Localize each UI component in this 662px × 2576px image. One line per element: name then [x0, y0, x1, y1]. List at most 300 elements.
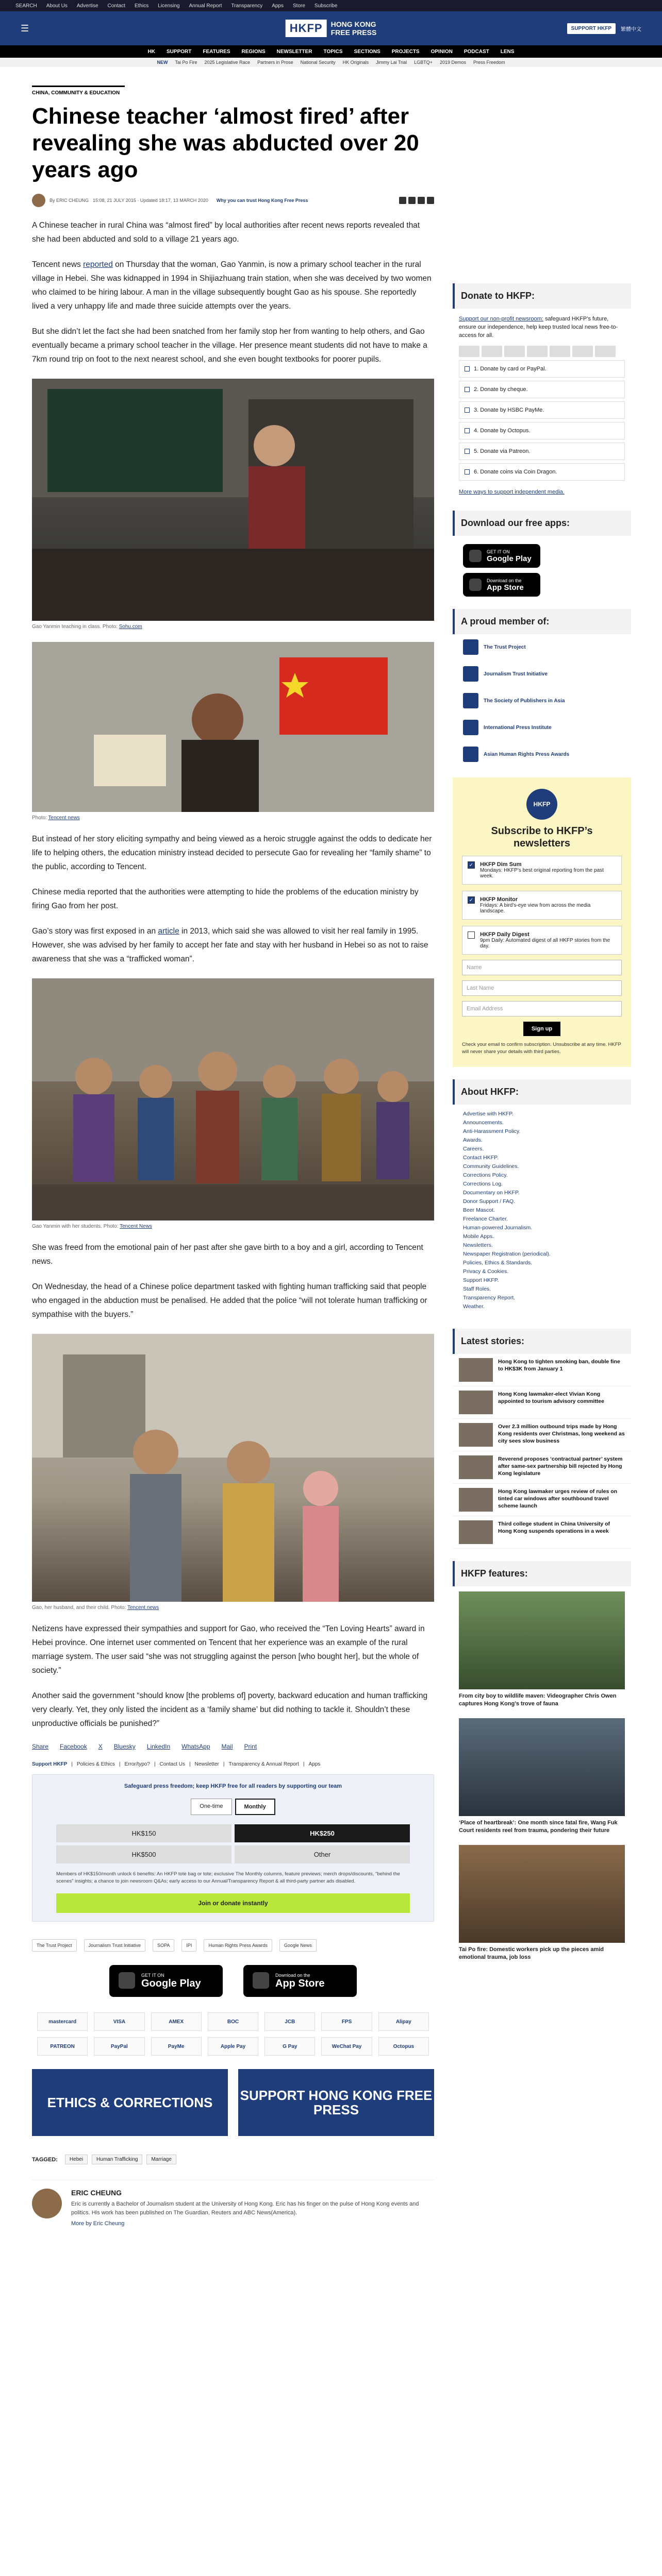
- feature-image: [459, 1845, 625, 1943]
- payment-methods: [32, 2012, 434, 2056]
- trending-link[interactable]: National Security: [300, 60, 336, 65]
- nav-item[interactable]: SUPPORT: [167, 48, 192, 55]
- about-link[interactable]: Policies, Ethics & Standards.: [463, 1260, 533, 1266]
- payme-icon: [572, 346, 593, 357]
- article-paragraph: Chinese media reported that the authorities were attempting to hide the problems of the education ministry by firing Gao from her post.: [32, 888, 419, 910]
- payment-method: AMEX: [151, 2012, 202, 2031]
- feature-story[interactable]: [453, 1713, 631, 1840]
- as-small: Download on the: [275, 1972, 310, 1978]
- org-logo-icon: [463, 693, 478, 708]
- about-link[interactable]: Contact HKFP.: [463, 1155, 499, 1161]
- option-label: 2. Donate by cheque.: [474, 386, 528, 393]
- about-link[interactable]: Awards.: [463, 1137, 483, 1143]
- facebook-icon[interactable]: [399, 197, 406, 204]
- trending-bar: [0, 58, 662, 67]
- topbar-link[interactable]: Contact: [107, 3, 125, 9]
- org-name: Journalism Trust Initiative: [484, 671, 548, 677]
- article-paragraph: But instead of her story eliciting sympathy and being viewed as a heroic struggle against the odds to dedicate her life to helping others, the education ministry instead decided to persecute Gao for revealing her “family shame” to the public, according to Tencent.: [32, 835, 432, 871]
- about-link[interactable]: Weather.: [463, 1303, 485, 1310]
- donate-link[interactable]: Support our non-profit newsroom:: [459, 316, 543, 322]
- badge[interactable]: Google News: [279, 1939, 317, 1952]
- member-org[interactable]: [463, 666, 621, 682]
- donate-title: Donate to HKFP:: [453, 283, 631, 309]
- about-link[interactable]: Careers.: [463, 1146, 484, 1152]
- about-link[interactable]: Corrections Log.: [463, 1181, 503, 1187]
- payment-method: Alipay: [378, 2012, 429, 2031]
- app-store-button[interactable]: [463, 573, 540, 597]
- payment-method: VISA: [94, 2012, 144, 2031]
- text: Gao Yanmin teaching in class. Photo:: [32, 624, 119, 630]
- about-link[interactable]: Documentary on HKFP.: [463, 1190, 520, 1196]
- amount-option[interactable]: HK$150: [56, 1824, 231, 1842]
- topbar-link[interactable]: Subscribe: [314, 3, 338, 9]
- page-body: [0, 67, 662, 2576]
- support-hkfp-button[interactable]: SUPPORT HKFP: [567, 23, 616, 34]
- source-link[interactable]: Tencent News: [120, 1224, 152, 1229]
- nav-item[interactable]: LENS: [500, 48, 515, 55]
- octopus-icon: [595, 346, 616, 357]
- promo-banners: [32, 2069, 434, 2136]
- member-org[interactable]: [463, 693, 621, 708]
- tag[interactable]: Marriage: [146, 2155, 176, 2164]
- nav-item[interactable]: FEATURES: [203, 48, 230, 55]
- article-paragraph: She was freed from the emotional pain of her past after she gave birth to a boy and a girl, according to Tencent news.: [32, 1243, 423, 1266]
- donate-option[interactable]: [459, 422, 625, 439]
- payment-method: JCB: [264, 2012, 315, 2031]
- nav-item[interactable]: SECTIONS: [354, 48, 380, 55]
- email-input[interactable]: Email Address: [462, 1001, 622, 1016]
- photo-caption: [32, 1224, 434, 1229]
- whatsapp-icon[interactable]: [418, 197, 425, 204]
- org-name: International Press Institute: [484, 724, 552, 731]
- gp-large: Google Play: [487, 554, 532, 563]
- paypal-icon: [550, 346, 570, 357]
- tags-label: TAGGED:: [32, 2156, 58, 2163]
- photo-teaching: [32, 379, 434, 621]
- article-paragraph: Netizens have expressed their sympathies and support for Gao, who received the “Ten Loving Hearts” award in Hebei province. One internet user commented on Tencent that her experience was an example of the rural marriage system. The user said “she was not struggling against the person [who bought her], but the whole of society.”: [32, 1624, 425, 1675]
- gp-small: GET IT ON: [141, 1972, 164, 1978]
- photo-students-illustration: [32, 978, 434, 1221]
- article-link[interactable]: article: [158, 927, 179, 936]
- org-name: Asian Human Rights Press Awards: [484, 751, 570, 757]
- about-link[interactable]: Community Guidelines.: [463, 1163, 519, 1170]
- masthead-actions: [567, 23, 641, 34]
- badge[interactable]: IPI: [181, 1939, 196, 1952]
- share-linkedin[interactable]: LinkedIn: [146, 1743, 171, 1750]
- share-links: [32, 1743, 434, 1750]
- newsletter-signup: [453, 777, 631, 1067]
- logo-wordmark: [331, 20, 377, 37]
- payment-method: Octopus: [378, 2037, 429, 2056]
- share-mail[interactable]: Mail: [221, 1743, 233, 1750]
- donate-option[interactable]: [459, 463, 625, 481]
- features-title: HKFP features:: [453, 1561, 631, 1586]
- apps-title: Download our free apps:: [453, 511, 631, 536]
- google-play-icon: [469, 550, 482, 562]
- newsletter-option[interactable]: [462, 926, 622, 955]
- amount-option[interactable]: Other: [235, 1845, 410, 1863]
- newsletter-note: Check your email to confirm subscription. Unsubscribe at any time. HKFP will never share your details with third parties.: [462, 1042, 621, 1055]
- feature-title: ‘Place of heartbreak’: One month since fatal fire, Wang Fuk Court residents reel from trauma, pondering their future: [459, 1820, 618, 1834]
- sidebar: [453, 283, 631, 1967]
- gp-small: GET IT ON: [487, 549, 510, 554]
- option-bullet-icon: [465, 408, 470, 413]
- share-facebook[interactable]: Facebook: [60, 1743, 87, 1750]
- photo-caption: [32, 1605, 434, 1611]
- about-link[interactable]: Support HKFP.: [463, 1277, 499, 1283]
- trending-link[interactable]: Tai Po Fire: [175, 60, 197, 65]
- about-link[interactable]: Beer Mascot.: [463, 1207, 495, 1213]
- badge[interactable]: Human Rights Press Awards: [204, 1939, 272, 1952]
- donation-headline: Safeguard press freedom; keep HKFP free for all readers by supporting our team: [124, 1783, 342, 1789]
- google-play-button[interactable]: [463, 544, 540, 568]
- support-links: Support HKFP | Policies & Ethics | Error/typo? | Contact Us | Newsletter | Transparency & Annual Report | Apps: [32, 1761, 321, 1767]
- option-bullet-icon: [465, 449, 470, 454]
- nav-item[interactable]: PODCAST: [464, 48, 489, 55]
- payment-method: BOC: [208, 2012, 258, 2031]
- share-icons: [399, 197, 434, 204]
- article-paragraph: Another said the government “should know [the problems of] poverty, backward education and human trafficking very clearly. Yet, they only listed the incident as a ‘family shame’ but did nothing to tackle it. Shouldn’t these unproductive officials be punished?”: [32, 1691, 428, 1728]
- name-input[interactable]: Name: [462, 960, 622, 975]
- about-link[interactable]: Staff Roles.: [463, 1286, 491, 1292]
- topbar-link[interactable]: Transparency: [231, 3, 263, 9]
- option-label: 5. Donate via Patreon.: [474, 448, 531, 454]
- trending-link[interactable]: HK Originals: [342, 60, 369, 65]
- gp-large: Google Play: [141, 1977, 201, 1989]
- tags: [32, 2155, 434, 2164]
- trending-link[interactable]: LGBTQ+: [414, 60, 433, 65]
- option-label: 6. Donate coins via Coin Dragon.: [474, 469, 557, 475]
- card-logos: [453, 346, 631, 357]
- sign-up-button[interactable]: Sign up: [523, 1022, 560, 1036]
- error-link[interactable]: Error/typo?: [124, 1761, 150, 1767]
- story-title: Hong Kong lawmaker urges review of rules on tinted car windows after southbound travel scheme launch: [498, 1488, 618, 1509]
- photo-flag: [32, 642, 434, 812]
- utility-bar: [0, 0, 662, 11]
- more-ways-link[interactable]: More ways to support independent media.: [459, 489, 565, 495]
- photo-students: [32, 978, 434, 1221]
- one-time-option[interactable]: One-time: [191, 1799, 231, 1815]
- story-thumbnail: [459, 1520, 493, 1544]
- option-desc: Mondays: HKFP’s best original reporting from the past week.: [480, 868, 604, 879]
- source-link[interactable]: Tencent news: [48, 815, 80, 821]
- latest-story[interactable]: [453, 1516, 631, 1549]
- language-switch[interactable]: 繁體中文: [621, 26, 641, 32]
- about-link[interactable]: Corrections Policy.: [463, 1172, 508, 1178]
- topbar-link[interactable]: Licensing: [158, 3, 180, 9]
- mastercard-icon: [459, 346, 479, 357]
- option-label: 4. Donate by Octopus.: [474, 428, 531, 434]
- donation-widget: [32, 1774, 434, 1922]
- publish-date: 15:08, 21 JULY 2015 · Updated 18:17, 13 MARCH 2020: [93, 198, 208, 203]
- nav-item[interactable]: REGIONS: [241, 48, 266, 55]
- nav-item[interactable]: HK: [147, 48, 156, 55]
- nav-item[interactable]: OPINION: [431, 48, 453, 55]
- newsletter-link[interactable]: Newsletter: [194, 1761, 219, 1767]
- option-name: HKFP Daily Digest: [480, 931, 529, 938]
- sidebar-app-buttons: [453, 536, 631, 597]
- logo-line-1: HONG KONG: [330, 20, 376, 28]
- topbar-link[interactable]: Advertise: [76, 3, 98, 9]
- latest-list: [453, 1354, 631, 1549]
- badge[interactable]: SOPA: [153, 1939, 174, 1952]
- option-text: [480, 896, 616, 914]
- newsletter-option[interactable]: [462, 856, 622, 885]
- trending-link[interactable]: Jimmy Lai Trial: [376, 60, 407, 65]
- option-desc: 9pm Daily: Automated digest of all HKFP stories from the day.: [480, 938, 610, 949]
- about-link[interactable]: Transparency Report.: [463, 1295, 516, 1301]
- member-org[interactable]: [463, 720, 621, 735]
- author-avatar: [32, 194, 45, 207]
- article-paragraph: A Chinese teacher in rural China was “almost fired” by local authorities after recent news reports revealed that she had been abducted and sold to a village 21 years ago.: [32, 221, 420, 244]
- nav-item[interactable]: NEWSLETTER: [276, 48, 312, 55]
- option-text: [480, 861, 616, 879]
- topbar-link[interactable]: Ethics: [134, 3, 149, 9]
- tag[interactable]: Hebei: [65, 2155, 88, 2164]
- amex-icon: [504, 346, 525, 357]
- about-link[interactable]: Privacy & Cookies.: [463, 1268, 509, 1275]
- option-label: 1. Donate by card or PayPal.: [474, 366, 547, 372]
- about-link[interactable]: Announcements.: [463, 1120, 504, 1126]
- checkbox-checked[interactable]: ✓: [468, 896, 475, 904]
- option-name: HKFP Dim Sum: [480, 861, 522, 868]
- as-large: App Store: [275, 1977, 325, 1989]
- org-name: The Trust Project: [484, 644, 526, 650]
- nav-item[interactable]: TOPICS: [323, 48, 343, 55]
- latest-story[interactable]: [453, 1386, 631, 1419]
- text: Gao Yanmin with her students. Photo:: [32, 1224, 120, 1229]
- byline: [32, 194, 434, 207]
- checkbox-checked[interactable]: ✓: [468, 861, 475, 869]
- author-box: [32, 2180, 434, 2227]
- feature-image: [459, 1591, 625, 1689]
- text: on Thursday that the woman, Gao Yanmin, is now a primary school teacher in the rural village in Hebei. She was kidnapped in 1994 in Shijiazhuang train station, when she was deceived by two women who claimed to be hiring labour. A man in the village subsequently bought Gao as his spouse. She reportedly lived a very unhappy life and made three suicide attempts over the years.: [32, 260, 432, 311]
- amount-option[interactable]: HK$500: [56, 1845, 231, 1863]
- story-title: Hong Kong to tighten smoking ban, double fine to HK$3K from January 1: [498, 1359, 620, 1372]
- option-bullet-icon: [465, 469, 470, 474]
- latest-story[interactable]: [453, 1451, 631, 1484]
- org-logo-icon: [463, 720, 478, 735]
- option-name: HKFP Monitor: [480, 896, 518, 903]
- google-play-icon: [119, 1972, 135, 1989]
- feature-title: Tai Po fire: Domestic workers pick up the pieces amid emotional trauma, job loss: [459, 1946, 604, 1960]
- mail-icon[interactable]: [427, 197, 434, 204]
- contact-link[interactable]: Contact Us: [159, 1761, 186, 1767]
- text: Gao’s story was first exposed in an: [32, 927, 158, 936]
- about-link[interactable]: Freelance Charter.: [463, 1216, 508, 1222]
- frequency-toggle: [41, 1799, 425, 1815]
- about-title: About HKFP:: [453, 1079, 631, 1105]
- donate-option[interactable]: [459, 401, 625, 419]
- feature-image: [459, 1718, 625, 1816]
- transparency-link[interactable]: Transparency & Annual Report: [228, 1761, 299, 1767]
- about-link[interactable]: Anti-Harassment Policy.: [463, 1128, 521, 1134]
- about-list: [453, 1105, 631, 1316]
- org-name: The Society of Publishers in Asia: [484, 698, 565, 704]
- photo-flag-illustration: [32, 642, 434, 812]
- payment-method: Apple Pay: [208, 2037, 258, 2056]
- last-name-input[interactable]: Last Name: [462, 980, 622, 996]
- google-play-button[interactable]: [109, 1965, 223, 1997]
- nav-item[interactable]: PROJECTS: [391, 48, 420, 55]
- article-title: Chinese teacher ‘almost fired’ after revealing she was abducted over 20 years ago: [32, 104, 419, 182]
- x-icon[interactable]: [408, 197, 416, 204]
- jcb-icon: [527, 346, 548, 357]
- share-whatsapp[interactable]: WhatsApp: [181, 1743, 210, 1750]
- author-box-name[interactable]: ERIC CHEUNG: [71, 2189, 122, 2197]
- newsletter-option[interactable]: [462, 891, 622, 920]
- feature-story[interactable]: [453, 1586, 631, 1713]
- topbar-link[interactable]: SEARCH: [15, 3, 37, 9]
- text: safeguard HKFP’s future, ensure our independence, help keep trusted local news free-to-access for all.: [459, 316, 618, 338]
- about-link[interactable]: Newspaper Registration (periodical).: [463, 1251, 551, 1257]
- amount-options: [56, 1824, 410, 1863]
- about-link[interactable]: Newsletters.: [463, 1242, 493, 1248]
- source-link[interactable]: Tencent news: [127, 1605, 159, 1611]
- topbar-link[interactable]: Apps: [272, 3, 284, 9]
- masthead: [0, 11, 662, 45]
- apple-icon: [253, 1972, 269, 1989]
- more-by-author-link[interactable]: More by Eric Cheung: [71, 2221, 125, 2227]
- trending-link[interactable]: Partners in Prose: [257, 60, 293, 65]
- payment-method: PayPal: [94, 2037, 144, 2056]
- trending-link[interactable]: Press Freedom: [473, 60, 505, 65]
- newsletter-title: Subscribe to HKFP’s newsletters: [491, 825, 593, 849]
- apps-link[interactable]: Apps: [308, 1761, 321, 1767]
- topbar-link[interactable]: About Us: [46, 3, 68, 9]
- latest-story[interactable]: [453, 1354, 631, 1386]
- story-thumbnail: [459, 1455, 493, 1479]
- story-thumbnail: [459, 1358, 493, 1382]
- story-title: Hong Kong lawmaker-elect Vivian Kong appointed to tourism advisory committee: [498, 1391, 604, 1404]
- article: [32, 86, 434, 2227]
- donate-option[interactable]: [459, 381, 625, 398]
- payment-method: FPS: [321, 2012, 372, 2031]
- latest-story[interactable]: [453, 1484, 631, 1516]
- text: in 2013, which said she was allowed to visit her real family in 1995. However, she was advised by her family to accept her fate and stay with her husband in Hebei so as not to raise awareness that she was a “trafficked woman”.: [32, 927, 428, 963]
- as-small: Download on the: [487, 578, 522, 583]
- payment-method: mastercard: [37, 2012, 88, 2031]
- story-title: Reverend proposes ‘contractual partner’ system after same-sex partnership bill rejected by Hong Kong legislature: [498, 1456, 623, 1477]
- article-paragraph: But she didn’t let the fact she had been snatched from her family stop her from wanting to help others, and Gao eventually became a primary school teacher in the village. Her presence meant students did not have to make a 7km round trip on foot to the next nearest school, and she even bought textbooks for poorer pupils.: [32, 327, 427, 364]
- text: Photo:: [32, 815, 48, 821]
- amount-option[interactable]: HK$250: [235, 1824, 410, 1842]
- author-info: [71, 2189, 434, 2227]
- payment-method: WeChat Pay: [321, 2037, 372, 2056]
- story-thumbnail: [459, 1391, 493, 1414]
- latest-story[interactable]: [453, 1419, 631, 1451]
- feature-title: From city boy to wildlife maven: Videographer Chris Owen captures Hong Kong’s trove of fauna: [459, 1693, 617, 1707]
- payment-method: G Pay: [264, 2037, 315, 2056]
- support-banner[interactable]: SUPPORT HONG KONG FREE PRESS: [238, 2069, 434, 2136]
- topbar-link[interactable]: Annual Report: [189, 3, 222, 9]
- badge[interactable]: Journalism Trust Initiative: [84, 1939, 146, 1952]
- author-avatar-large: [32, 2189, 62, 2218]
- new-label: NEW: [157, 60, 168, 65]
- logo-mark: HKFP: [286, 20, 327, 37]
- support-link[interactable]: Support HKFP: [32, 1761, 68, 1767]
- trending-link[interactable]: 2025 Legislative Race: [204, 60, 251, 65]
- org-logo-icon: [463, 666, 478, 682]
- story-thumbnail: [459, 1423, 493, 1447]
- member-badges: [32, 1939, 434, 1952]
- about-link[interactable]: Mobile Apps.: [463, 1233, 494, 1240]
- trust-link[interactable]: Why you can trust Hong Kong Free Press: [216, 198, 308, 203]
- badge[interactable]: The Trust Project: [32, 1939, 77, 1952]
- photo-teaching-illustration: [32, 379, 434, 621]
- policy-link[interactable]: Policies & Ethics: [76, 1761, 115, 1767]
- text: Tencent news: [32, 260, 84, 269]
- about-link[interactable]: Advertise with HKFP.: [463, 1111, 514, 1117]
- donate-option[interactable]: [459, 360, 625, 378]
- photo-caption: [32, 624, 434, 630]
- member-org[interactable]: [463, 639, 621, 655]
- trending-link[interactable]: 2019 Demos: [439, 60, 466, 65]
- author-name[interactable]: By ERIC CHEUNG: [49, 198, 89, 203]
- share-print[interactable]: Print: [244, 1743, 257, 1750]
- menu-icon[interactable]: ☰: [21, 23, 29, 33]
- join-button[interactable]: Join or donate instantly: [56, 1893, 410, 1913]
- author-bio: Eric is currently a Bachelor of Journalism student at the University of Hong Kong. Eric has his finger on the pulse of Hong Kong events and politics. His work has been published on The Guardian, Reuters and ABC News(America).: [71, 2201, 419, 2216]
- photo-family-illustration: [32, 1334, 434, 1602]
- org-logo-icon: [463, 639, 478, 655]
- about-link[interactable]: Human-powered Journalism.: [463, 1225, 533, 1231]
- article-paragraph: On Wednesday, the head of a Chinese police department tasked with fighting human trafficking said that people who engaged in the abduction must be penalised. He added that the police “will not tolerate human trafficking or sympathise with the buyers.”: [32, 1282, 427, 1319]
- checkbox-unchecked[interactable]: [468, 931, 475, 939]
- member-title: A proud member of:: [453, 609, 631, 634]
- option-text: [480, 931, 616, 949]
- site-logo[interactable]: [286, 20, 377, 37]
- apple-icon: [469, 579, 482, 591]
- about-link[interactable]: Donor Support / FAQ.: [463, 1198, 515, 1205]
- latest-title: Latest stories:: [453, 1329, 631, 1354]
- feature-story[interactable]: [453, 1840, 631, 1967]
- share-bluesky[interactable]: Bluesky: [113, 1743, 136, 1750]
- app-store-button[interactable]: [243, 1965, 357, 1997]
- article-category[interactable]: CHINA, COMMUNITY & EDUCATION: [32, 86, 125, 96]
- article-paragraph: [32, 258, 434, 313]
- story-title: Third college student in China University of Hong Kong suspends operations in a week: [498, 1521, 610, 1534]
- topbar-link[interactable]: Store: [293, 3, 305, 9]
- option-desc: Fridays: A bird’s-eye view from across the media landscape.: [480, 903, 591, 914]
- tag[interactable]: Human Trafficking: [92, 2155, 142, 2164]
- ethics-banner[interactable]: ETHICS & CORRECTIONS: [32, 2069, 228, 2136]
- photo-family: [32, 1334, 434, 1602]
- donate-option[interactable]: [459, 443, 625, 460]
- payment-method: PATREON: [37, 2037, 88, 2056]
- option-bullet-icon: [465, 387, 470, 392]
- story-title: Over 2.3 million outbound trips made by Hong Kong residents over Christmas, long weekend as city sees slow business: [498, 1423, 625, 1444]
- app-store-buttons: [32, 1965, 434, 1997]
- main-nav: [0, 45, 662, 58]
- org-logo-icon: [463, 747, 478, 762]
- donate-text: [453, 309, 631, 346]
- option-label: 3. Donate by HSBC PayMe.: [474, 407, 544, 413]
- monthly-option[interactable]: Monthly: [235, 1799, 275, 1815]
- payment-method: PayMe: [151, 2037, 202, 2056]
- source-link[interactable]: Sohu.com: [119, 624, 142, 630]
- logo-line-2: FREE PRESS: [330, 28, 377, 37]
- story-thumbnail: [459, 1488, 493, 1512]
- visa-icon: [482, 346, 502, 357]
- member-org[interactable]: [463, 747, 621, 762]
- share-label[interactable]: Share: [32, 1743, 49, 1750]
- reported-link[interactable]: reported: [83, 260, 113, 269]
- photo-caption: [32, 815, 434, 821]
- article-paragraph: [32, 924, 434, 966]
- newsletter-logo: HKFP: [526, 789, 557, 820]
- share-x[interactable]: X: [98, 1743, 103, 1750]
